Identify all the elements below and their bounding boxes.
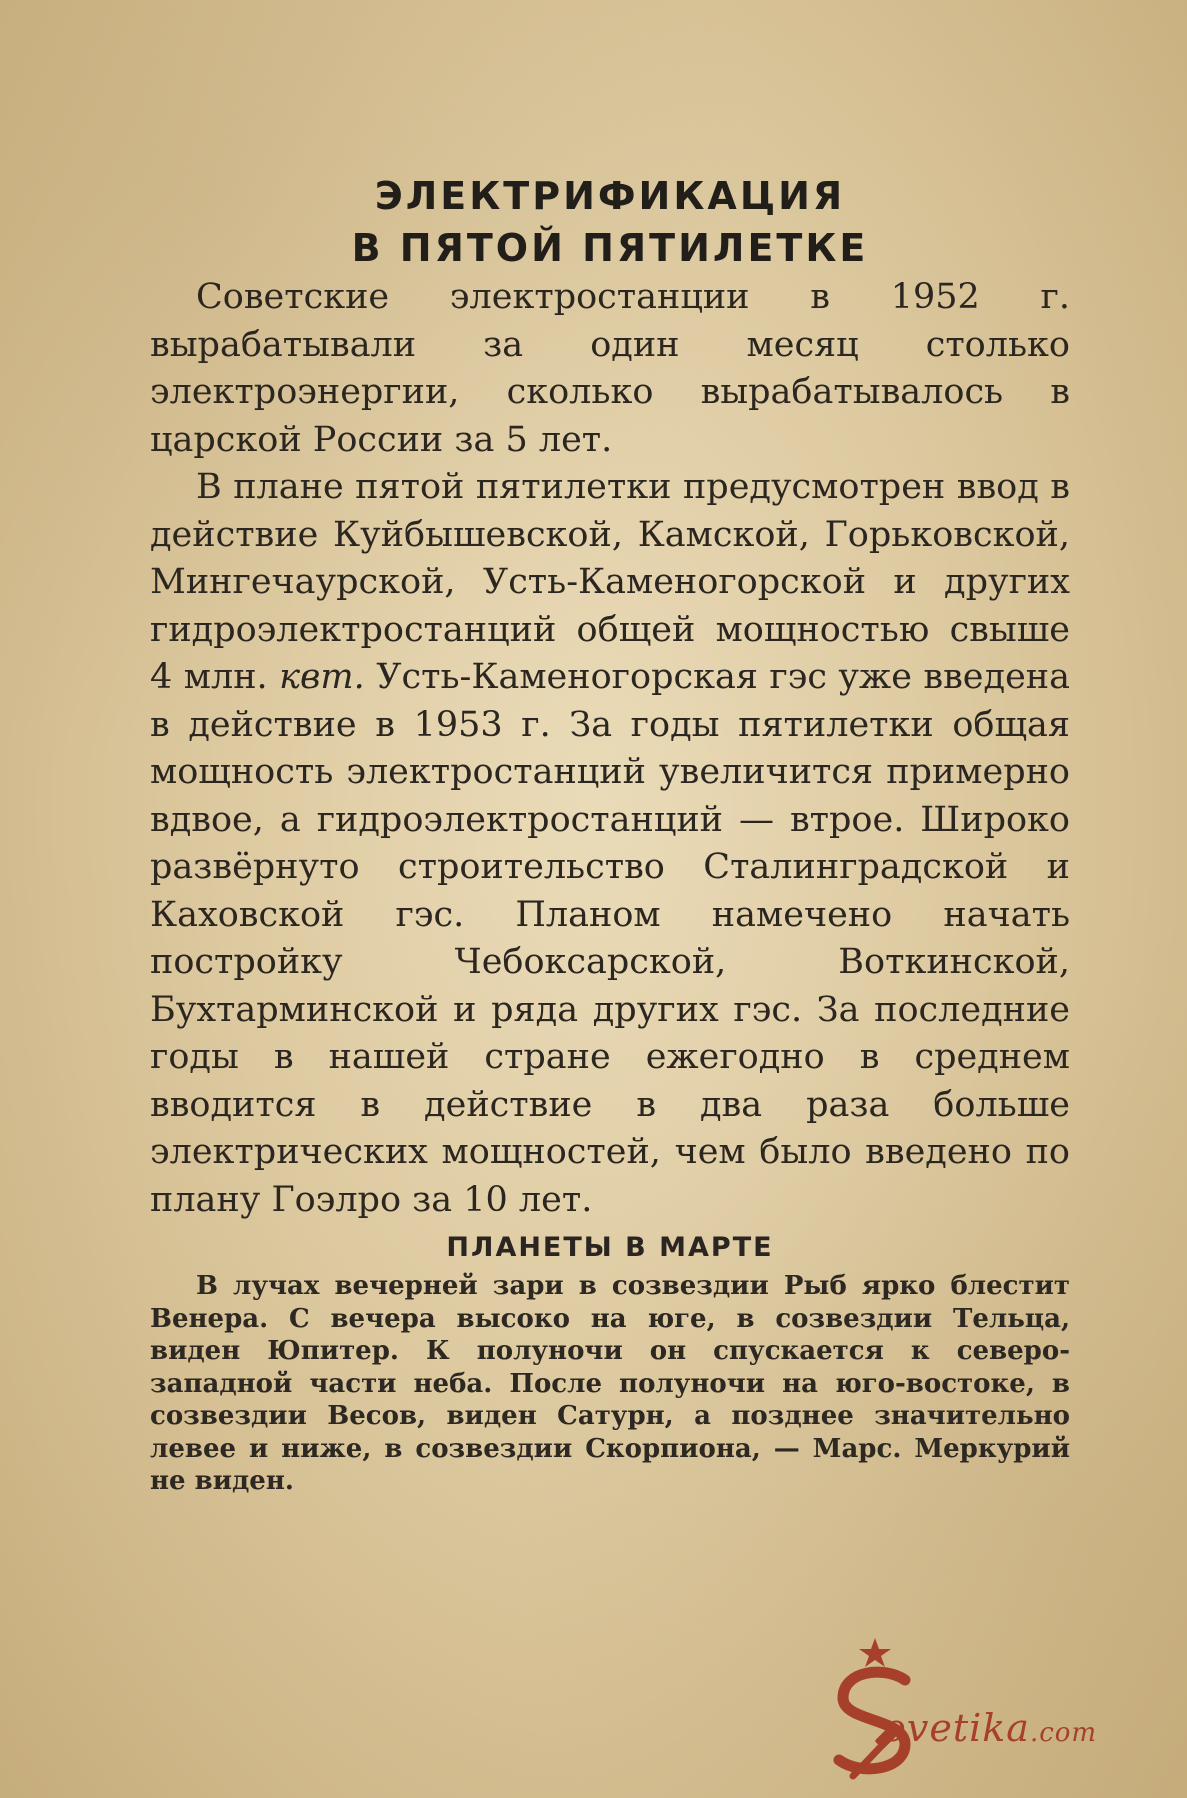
paragraph-2-part-1: В плане пятой пятилетки предусмотрен ввод в действие Куйбышевской, Камской, Горьковской, Мингечаурской, Усть-Каменогорской и других гидроэлектростанций общей мощностью свыше 4 млн. xyxy=(150,467,1070,697)
watermark-text xyxy=(883,1706,1097,1750)
unit-kwt: квт. xyxy=(279,657,365,697)
planets-title: ПЛАНЕТЫ В МАРТЕ xyxy=(446,1232,774,1263)
planets-paragraph: В лучах вечерней зари в созвездии Рыб ярко блестит Венера. С вечера высоко на юге, в созвездии Тельца, виден Юпитер. К полуночи он спускается к северо-западной части неба. После полуночи на юго-востоке, в созвездии Весов, виден Сатурн, а позднее значительно левее и ниже, в созвездии Скорпиона, — Марс. Меркурий не виден. xyxy=(150,1271,1070,1496)
paragraph-2-part-2: Усть-Каменогорская гэс уже введена в действие в 1953 г. За годы пятилетки общая мощность электростанций увеличится примерно вдвое, а гидроэлектростанций — втрое. Широко развёрнуто строительство Сталинградской и Каховской гэс. Планом намечено начать постройку Чебоксарской, Воткинской, Бухтарминской и ряда других гэс. За последние годы в нашей стране ежегодно в среднем вводится в действие в два раза больше электрических мощностей, чем было введено по плану Гоэлро за 10 лет. xyxy=(150,657,1070,1220)
watermark-suffix: .com xyxy=(1029,1718,1098,1748)
article-title xyxy=(150,170,1070,274)
paragraph-1: Советские электростанции в 1952 г. вырабатывали за один месяц столько электроэнергии, сколько вырабатывалось в царской России за 5 лет. xyxy=(150,277,1070,460)
paragraph-2 xyxy=(150,464,1070,1224)
title-line-1: ЭЛЕКТРИФИКАЦИЯ xyxy=(374,174,846,218)
title-line-2: В ПЯТОЙ ПЯТИЛЕТКЕ xyxy=(351,226,869,270)
article xyxy=(150,170,1070,1498)
sovetika-watermark xyxy=(813,1636,1173,1786)
watermark-brand: ovetika xyxy=(883,1706,1030,1750)
